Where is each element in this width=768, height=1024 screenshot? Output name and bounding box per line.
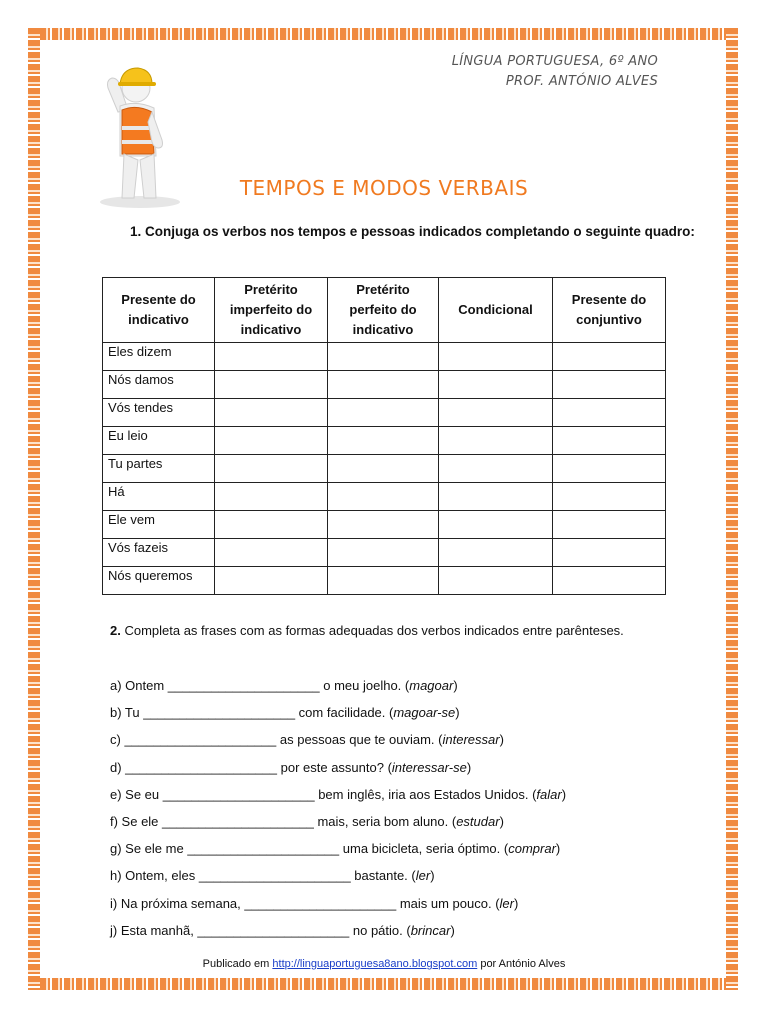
answer-cell[interactable]	[439, 483, 553, 511]
table-row	[103, 539, 666, 567]
row-label: Vós tendes	[103, 399, 215, 427]
sentence-text: e) Se eu _____________________ bem inglês, iria aos Estados Unidos. (	[110, 786, 537, 802]
sentence-close: )	[555, 841, 561, 857]
row-label: Vós fazeis	[103, 539, 215, 567]
border-left	[28, 28, 40, 990]
answer-cell[interactable]	[215, 343, 328, 371]
list-item[interactable]	[110, 730, 566, 757]
row-label: Nós damos	[103, 371, 215, 399]
verb-hint: comprar	[508, 841, 556, 857]
verb-hint: magoar	[409, 678, 454, 693]
sentence-text: b) Tu _____________________ com facilidade. (	[110, 705, 394, 721]
blog-link[interactable]: http://linguaportuguesa8ano.blogspot.com	[272, 958, 478, 970]
list-item[interactable]	[110, 812, 566, 839]
header-presente-conjuntivo: Presente do conjuntivo	[553, 278, 666, 343]
answer-cell[interactable]	[553, 455, 666, 483]
verb-hint: estudar	[456, 813, 500, 829]
sentence-text: i) Na próxima semana, _____________________ mais um pouco. (	[110, 895, 500, 911]
list-item[interactable]	[110, 866, 566, 893]
row-label: Nós queremos	[103, 567, 215, 595]
header-preterito-perfeito: Pretérito perfeito do indicativo	[328, 278, 439, 343]
answer-cell[interactable]	[215, 567, 328, 595]
answer-cell[interactable]	[553, 483, 666, 511]
sentence-text: h) Ontem, eles _____________________ bastante. (	[110, 868, 416, 884]
answer-cell[interactable]	[215, 511, 328, 539]
table-row	[103, 371, 666, 399]
sentence-close: )	[455, 705, 460, 721]
sentence-close: )	[453, 678, 458, 693]
answer-cell[interactable]	[215, 399, 328, 427]
answer-cell[interactable]	[439, 427, 553, 455]
footer-suffix: por António Alves	[477, 958, 566, 970]
row-label: Ele vem	[103, 511, 215, 539]
answer-cell[interactable]	[439, 567, 553, 595]
row-label: Há	[103, 483, 215, 511]
table-row	[103, 483, 666, 511]
header-presente-indicativo: Presente do indicativo	[103, 278, 215, 343]
row-label: Eles dizem	[103, 343, 215, 371]
verb-hint: magoar-se	[393, 705, 456, 721]
list-item[interactable]	[110, 839, 566, 866]
sentence-text: g) Se ele me _____________________ uma bicicleta, seria óptimo. (	[110, 841, 509, 857]
sentence-close: )	[561, 786, 567, 802]
footer-prefix: Publicado em	[202, 958, 273, 970]
answer-cell[interactable]	[215, 371, 328, 399]
answer-cell[interactable]	[553, 567, 666, 595]
sentence-close: )	[499, 732, 504, 748]
question-2-number: 2.	[110, 623, 121, 638]
verb-hint: brincar	[410, 922, 451, 938]
list-item[interactable]	[110, 676, 566, 703]
answer-cell[interactable]	[328, 539, 439, 567]
sentence-close: )	[450, 922, 455, 938]
answer-cell[interactable]	[215, 427, 328, 455]
conjugation-table	[102, 277, 666, 595]
header-preterito-imperfeito: Pretérito imperfeito do indicativo	[215, 278, 328, 343]
answer-cell[interactable]	[439, 371, 553, 399]
list-item[interactable]	[110, 921, 566, 948]
answer-cell[interactable]	[439, 399, 553, 427]
verb-hint: interessar-se	[391, 759, 467, 775]
answer-cell[interactable]	[553, 539, 666, 567]
answer-cell[interactable]	[553, 343, 666, 371]
table-row	[103, 455, 666, 483]
answer-cell[interactable]	[328, 343, 439, 371]
sentence-text: j) Esta manhã, _____________________ no pátio. (	[110, 922, 411, 938]
answer-cell[interactable]	[439, 343, 553, 371]
page-title: TEMPOS E MODOS VERBAIS	[239, 176, 529, 200]
answer-cell[interactable]	[328, 483, 439, 511]
answer-cell[interactable]	[553, 511, 666, 539]
verb-hint: ler	[415, 868, 431, 884]
table-row	[103, 343, 666, 371]
verb-hint: interessar	[442, 732, 500, 748]
sentence-close: )	[466, 759, 472, 775]
question-1: 1. Conjuga os verbos nos tempos e pessoas indicados completando o seguinte quadro:	[130, 224, 695, 239]
list-item[interactable]	[110, 785, 566, 812]
answer-cell[interactable]	[328, 511, 439, 539]
question-2	[110, 623, 624, 638]
sentence-close: )	[430, 868, 435, 884]
header-info	[452, 52, 658, 92]
table-row	[103, 427, 666, 455]
sentence-text: f) Se ele _____________________ mais, seria bom aluno. (	[110, 813, 457, 829]
sentence-text: a) Ontem _____________________ o meu joelho. (	[110, 678, 410, 693]
border-right	[726, 28, 738, 990]
border-bottom	[28, 978, 738, 990]
answer-cell[interactable]	[439, 511, 553, 539]
sentence-close: )	[513, 895, 519, 911]
answer-cell[interactable]	[215, 539, 328, 567]
sentence-text: d) _____________________ por este assunto? (	[110, 759, 392, 775]
table-header-row	[103, 278, 666, 343]
answer-cell[interactable]	[553, 371, 666, 399]
answer-cell[interactable]	[439, 455, 553, 483]
question-2-text: Completa as frases com as formas adequadas dos verbos indicados entre parênteses.	[120, 623, 624, 638]
list-item[interactable]	[110, 758, 566, 785]
table-row	[103, 511, 666, 539]
table-row	[103, 567, 666, 595]
answer-cell[interactable]	[215, 483, 328, 511]
answer-cell[interactable]	[215, 455, 328, 483]
answer-cell[interactable]	[328, 371, 439, 399]
answer-cell[interactable]	[328, 455, 439, 483]
row-label: Eu leio	[103, 427, 215, 455]
row-label: Tu partes	[103, 455, 215, 483]
border-top	[28, 28, 738, 40]
answer-cell[interactable]	[328, 399, 439, 427]
answer-cell[interactable]	[328, 427, 439, 455]
answer-cell[interactable]	[553, 427, 666, 455]
sentence-text: c) _____________________ as pessoas que te ouviam. (	[110, 732, 443, 748]
table-row	[103, 399, 666, 427]
sentence-list	[110, 676, 566, 948]
answer-cell[interactable]	[439, 539, 553, 567]
answer-cell[interactable]	[328, 567, 439, 595]
list-item[interactable]	[110, 894, 566, 921]
verb-hint: falar	[536, 786, 562, 802]
answer-cell[interactable]	[553, 399, 666, 427]
verb-hint: ler	[499, 895, 514, 911]
sentence-close: )	[499, 813, 504, 829]
footer	[0, 958, 768, 970]
list-item[interactable]	[110, 703, 566, 730]
header-teacher: PROF. ANTÓNIO ALVES	[505, 74, 658, 89]
header-subject: LÍNGUA PORTUGUESA, 6º ANO	[451, 54, 658, 69]
header-condicional: Condicional	[439, 278, 553, 343]
